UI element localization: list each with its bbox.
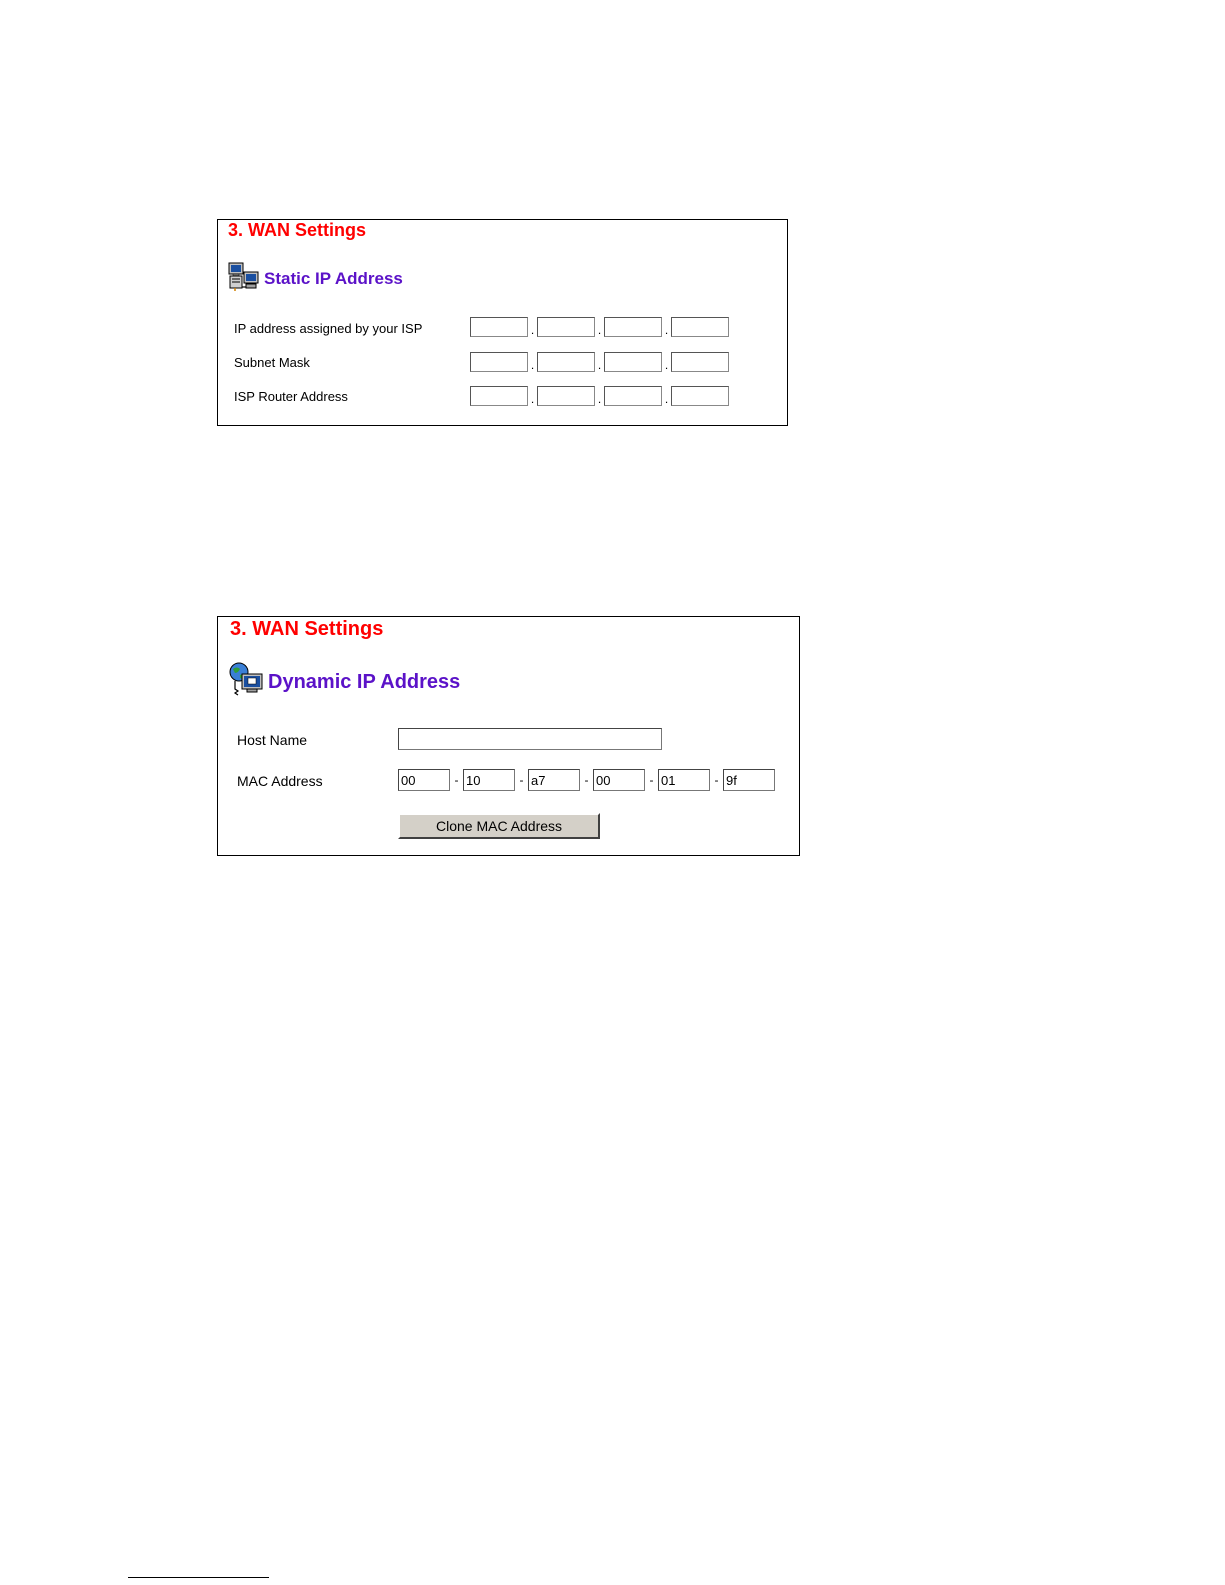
mac-octet-5[interactable] <box>658 769 710 791</box>
mac-octet-6[interactable] <box>723 769 775 791</box>
isp-router-label: ISP Router Address <box>234 389 348 404</box>
ip-octet-4[interactable] <box>671 317 729 337</box>
static-ip-heading <box>228 260 403 297</box>
mac-octet-1[interactable] <box>398 769 450 791</box>
dynamic-ip-panel <box>217 616 800 856</box>
globe-computer-icon <box>228 661 264 703</box>
mac-octet-2[interactable] <box>463 769 515 791</box>
octet-separator: . <box>597 358 602 372</box>
dynamic-ip-heading <box>228 661 460 703</box>
subnet-octet-2[interactable] <box>537 352 595 372</box>
octet-separator: . <box>664 358 669 372</box>
router-octet-2[interactable] <box>537 386 595 406</box>
static-ip-panel <box>217 219 788 426</box>
octet-separator: . <box>664 392 669 406</box>
mac-octet-3[interactable] <box>528 769 580 791</box>
clone-mac-address-button[interactable]: Clone MAC Address <box>398 813 600 839</box>
host-name-input[interactable] <box>398 728 662 750</box>
octet-separator: . <box>530 358 535 372</box>
host-name-label: Host Name <box>237 732 308 748</box>
section-title: 3. WAN Settings <box>230 618 384 640</box>
octet-separator: . <box>664 323 669 337</box>
mac-octet-4[interactable] <box>593 769 645 791</box>
section-title: 3. WAN Settings <box>228 220 367 240</box>
ip-octet-1[interactable] <box>470 317 528 337</box>
subnet-octet-4[interactable] <box>671 352 729 372</box>
router-octet-3[interactable] <box>604 386 662 406</box>
ip-octet-2[interactable] <box>537 317 595 337</box>
router-octet-4[interactable] <box>671 386 729 406</box>
subnet-mask-label: Subnet Mask <box>234 355 310 370</box>
subnet-mask-octets <box>470 352 729 372</box>
footnote-rule <box>128 1577 269 1578</box>
subnet-octet-3[interactable] <box>604 352 662 372</box>
heading-text: Static IP Address <box>264 268 403 288</box>
mac-separator: - <box>519 773 524 787</box>
mac-address-fields <box>398 769 775 791</box>
router-octet-1[interactable] <box>470 386 528 406</box>
subnet-octet-1[interactable] <box>470 352 528 372</box>
octet-separator: . <box>530 392 535 406</box>
ip-address-label: IP address assigned by your ISP <box>234 321 423 336</box>
octet-separator: . <box>597 392 602 406</box>
heading-text: Dynamic IP Address <box>268 670 461 693</box>
mac-separator: - <box>584 773 589 787</box>
isp-router-octets <box>470 386 729 406</box>
mac-separator: - <box>454 773 459 787</box>
mac-separator: - <box>649 773 654 787</box>
octet-separator: . <box>530 323 535 337</box>
mac-separator: - <box>714 773 719 787</box>
mac-address-label: MAC Address <box>237 773 323 789</box>
network-computers-icon <box>228 260 260 297</box>
octet-separator: . <box>597 323 602 337</box>
ip-octet-3[interactable] <box>604 317 662 337</box>
ip-address-octets <box>470 317 729 337</box>
